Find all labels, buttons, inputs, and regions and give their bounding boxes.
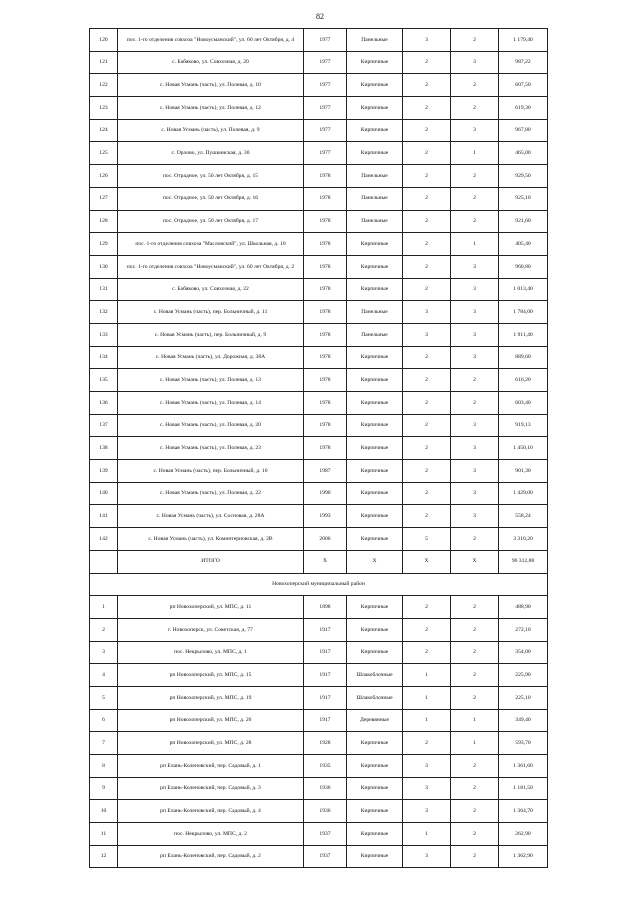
row-number-cell: 7 [90,732,118,755]
address-cell: пос. Некрылово, ул. МПС, д. 1 [118,641,304,664]
table-row [90,74,548,97]
row-number-cell: 8 [90,755,118,778]
total-entrances-cell: Х [451,550,499,573]
page-number: 82 [316,12,324,21]
area-cell: 354,00 [499,641,548,664]
table-row [90,233,548,256]
table-row [90,346,548,369]
wall-material-cell: Кирпичные [347,255,403,278]
row-number-cell: 133 [90,323,118,346]
area-cell: 465,00 [499,142,548,165]
floors-cell: 2 [403,346,451,369]
entrances-cell: 2 [451,392,499,415]
year-cell: 1977 [304,142,347,165]
wall-material-cell: Кирпичные [347,437,403,460]
year-cell: 1978 [304,255,347,278]
wall-material-cell: Кирпичные [347,755,403,778]
area-cell: 960,80 [499,255,548,278]
area-cell: 967,80 [499,119,548,142]
area-cell: 488,90 [499,596,548,619]
year-cell: 1977 [304,29,347,52]
wall-material-cell: Кирпичные [347,142,403,165]
address-cell: с. Новая Усмань (часть), ул. Полевая, д. 13 [118,369,304,392]
wall-material-cell: Кирпичные [347,414,403,437]
address-cell: пос. 1-го отделения совхоза "Новоусманский", ул. 60 лет Октября, д. 2 [118,255,304,278]
address-cell: с. Новая Усмань (часть), ул. Сосновая, д. 28А [118,505,304,528]
total-blank-cell [90,550,118,573]
area-cell: 593,70 [499,732,548,755]
area-cell: 405,40 [499,233,548,256]
table-row [90,596,548,619]
area-cell: 1 364,70 [499,800,548,823]
year-cell: 1977 [304,74,347,97]
year-cell: 1978 [304,346,347,369]
floors-cell: 2 [403,278,451,301]
address-cell: с. Новая Усмань (часть), ул. Полевая, д. 12 [118,97,304,120]
floors-cell: 2 [403,51,451,74]
address-cell: с. Новая Усмань (часть), пер. Больничный, д. 11 [118,301,304,324]
address-cell: пос. Отрадное, ул. 50 лет Октября, д. 15 [118,165,304,188]
wall-material-cell: Кирпичные [347,74,403,97]
total-label-cell: ИТОГО [118,550,304,573]
total-area-cell: 96 312,88 [499,550,548,573]
year-cell: 1987 [304,460,347,483]
row-number-cell: 140 [90,482,118,505]
floors-cell: 2 [403,482,451,505]
table-row [90,97,548,120]
area-cell: 616,20 [499,369,548,392]
section-title: Новохоперский муниципальный район [90,573,548,596]
area-cell: 225,10 [499,686,548,709]
floors-cell: 5 [403,528,451,551]
area-cell: 349,40 [499,709,548,732]
floors-cell: 2 [403,641,451,664]
table-row [90,165,548,188]
area-cell: 1 450,10 [499,437,548,460]
entrances-cell: 1 [451,142,499,165]
year-cell: 1936 [304,777,347,800]
year-cell: 2006 [304,528,347,551]
entrances-cell: 3 [451,278,499,301]
area-cell: 262,90 [499,823,548,846]
floors-cell: 2 [403,74,451,97]
wall-material-cell: Кирпичные [347,369,403,392]
table-row [90,210,548,233]
area-cell: 1 784,00 [499,301,548,324]
address-cell: с. Новая Усмань (часть), ул. Полевая, д. 23 [118,437,304,460]
address-cell: рп Новохоперский, ул. МПС, д. 28 [118,732,304,755]
address-cell: пос. Некрылово, ул. МПС, д. 2 [118,823,304,846]
year-cell: 1978 [304,187,347,210]
table-row [90,755,548,778]
area-cell: 919,13 [499,414,548,437]
table-row [90,119,548,142]
address-cell: г. Новохоперск, ул. Советская, д. 77 [118,618,304,641]
floors-cell: 2 [403,165,451,188]
area-cell: 1 429,00 [499,482,548,505]
table-row [90,392,548,415]
table-row [90,777,548,800]
housing-register-table [89,28,548,868]
row-number-cell: 131 [90,278,118,301]
floors-cell: 2 [403,618,451,641]
year-cell: 1978 [304,392,347,415]
floors-cell: 3 [403,755,451,778]
year-cell: 1937 [304,823,347,846]
floors-cell: 2 [403,97,451,120]
year-cell: 1898 [304,596,347,619]
address-cell: с. Новая Усмань (часть), ул. Полевая, д. 22 [118,482,304,505]
wall-material-cell: Кирпичные [347,460,403,483]
entrances-cell: 3 [451,346,499,369]
address-cell: пос. Отрадное, ул. 50 лет Октября, д. 17 [118,210,304,233]
address-cell: с. Бабяково, ул. Совхозная, д. 22 [118,278,304,301]
address-cell: рп Елань-Коленовский, пер. Садовый, д. 3 [118,777,304,800]
row-number-cell: 125 [90,142,118,165]
row-number-cell: 122 [90,74,118,97]
wall-material-cell: Кирпичные [347,845,403,868]
floors-cell: 3 [403,301,451,324]
row-number-cell: 138 [90,437,118,460]
table-row [90,845,548,868]
table-row [90,732,548,755]
area-cell: 929,50 [499,165,548,188]
address-cell: пос. 1-го отделения совхоза "Масловский", ул. Школьная, д. 10 [118,233,304,256]
floors-cell: 2 [403,187,451,210]
entrances-cell: 2 [451,664,499,687]
wall-material-cell: Панельные [347,29,403,52]
entrances-cell: 3 [451,460,499,483]
address-cell: рп Новохоперский, ул. МПС, д. 15 [118,664,304,687]
area-cell: 901,30 [499,460,548,483]
wall-material-cell: Кирпичные [347,823,403,846]
wall-material-cell: Шлакоблочные [347,686,403,709]
address-cell: с. Орлово, ул. Пушкинская, д. 30 [118,142,304,165]
year-cell: 1978 [304,323,347,346]
wall-material-cell: Кирпичные [347,51,403,74]
row-number-cell: 4 [90,664,118,687]
row-number-cell: 11 [90,823,118,846]
floors-cell: 2 [403,732,451,755]
row-number-cell: 129 [90,233,118,256]
area-cell: 921,60 [499,210,548,233]
wall-material-cell: Кирпичные [347,800,403,823]
table-row [90,51,548,74]
entrances-cell: 3 [451,51,499,74]
year-cell: 1977 [304,119,347,142]
wall-material-cell: Панельные [347,301,403,324]
year-cell: 1917 [304,686,347,709]
entrances-cell: 2 [451,210,499,233]
year-cell: 1978 [304,437,347,460]
table-row [90,664,548,687]
area-cell: 607,50 [499,74,548,97]
address-cell: пос. 1-го отделения совхоза "Новоусманский", ул. 60 лет Октября, д. 4 [118,29,304,52]
table-row [90,301,548,324]
table-row [90,437,548,460]
wall-material-cell: Панельные [347,165,403,188]
row-number-cell: 127 [90,187,118,210]
row-number-cell: 137 [90,414,118,437]
area-cell: 925,10 [499,187,548,210]
floors-cell: 1 [403,823,451,846]
table-row [90,641,548,664]
wall-material-cell: Кирпичные [347,777,403,800]
address-cell: рп Новохоперский, ул. МПС, д. 19 [118,686,304,709]
total-row [90,550,548,573]
area-cell: 225,90 [499,664,548,687]
row-number-cell: 123 [90,97,118,120]
floors-cell: 3 [403,29,451,52]
floors-cell: 2 [403,392,451,415]
entrances-cell: 2 [451,618,499,641]
address-cell: с. Новая Усмань (часть), ул. Полевая, д. 10 [118,74,304,97]
row-number-cell: 1 [90,596,118,619]
row-number-cell: 124 [90,119,118,142]
area-cell: 1 911,40 [499,323,548,346]
floors-cell: 1 [403,709,451,732]
wall-material-cell: Деревянные [347,709,403,732]
floors-cell: 2 [403,142,451,165]
entrances-cell: 2 [451,97,499,120]
table-row [90,142,548,165]
wall-material-cell: Панельные [347,210,403,233]
entrances-cell: 2 [451,596,499,619]
section-header-row [90,573,548,596]
address-cell: рп Елань-Коленовский, пер. Садовый, д. 2 [118,845,304,868]
wall-material-cell: Кирпичные [347,346,403,369]
address-cell: с. Бабяково, ул. Совхозная, д. 20 [118,51,304,74]
address-cell: рп Елань-Коленовский, пер. Садовый, д. 1 [118,755,304,778]
wall-material-cell: Кирпичные [347,528,403,551]
wall-material-cell: Кирпичные [347,278,403,301]
row-number-cell: 136 [90,392,118,415]
entrances-cell: 1 [451,233,499,256]
row-number-cell: 6 [90,709,118,732]
year-cell: 1990 [304,482,347,505]
address-cell: с. Новая Усмань (часть), ул. Полевая, д. 9 [118,119,304,142]
row-number-cell: 141 [90,505,118,528]
wall-material-cell: Кирпичные [347,505,403,528]
table-row [90,709,548,732]
year-cell: 1917 [304,641,347,664]
area-cell: 1 362,90 [499,845,548,868]
table-row [90,460,548,483]
year-cell: 1917 [304,618,347,641]
table-row [90,369,548,392]
entrances-cell: 3 [451,119,499,142]
row-number-cell: 139 [90,460,118,483]
entrances-cell: 2 [451,686,499,709]
address-cell: с. Новая Усмань (часть), ул. Полевая, д. 20 [118,414,304,437]
floors-cell: 2 [403,414,451,437]
table-row [90,800,548,823]
floors-cell: 2 [403,437,451,460]
table-row [90,255,548,278]
year-cell: 1937 [304,845,347,868]
entrances-cell: 2 [451,74,499,97]
wall-material-cell: Кирпичные [347,119,403,142]
year-cell: 1978 [304,233,347,256]
table-row [90,187,548,210]
entrances-cell: 1 [451,732,499,755]
entrances-cell: 2 [451,823,499,846]
total-material-cell: Х [347,550,403,573]
floors-cell: 2 [403,369,451,392]
year-cell: 1977 [304,51,347,74]
address-cell: с. Новая Усмань (часть), ул. Коминтерновская, д. 2В [118,528,304,551]
area-cell: 603,40 [499,392,548,415]
year-cell: 1978 [304,210,347,233]
floors-cell: 2 [403,505,451,528]
floors-cell: 2 [403,255,451,278]
area-cell: 1 181,50 [499,777,548,800]
wall-material-cell: Кирпичные [347,97,403,120]
table-row [90,528,548,551]
address-cell: рп Новохоперский, ул. МПС, д. 11 [118,596,304,619]
area-cell: 889,60 [499,346,548,369]
row-number-cell: 121 [90,51,118,74]
area-cell: 987,22 [499,51,548,74]
address-cell: рп Елань-Коленовский, пер. Садовый, д. 4 [118,800,304,823]
address-cell: рп Новохоперский, ул. МПС, д. 26 [118,709,304,732]
entrances-cell: 3 [451,323,499,346]
address-cell: с. Новая Усмань (часть), пер. Больничный, д. 10 [118,460,304,483]
year-cell: 1978 [304,369,347,392]
row-number-cell: 135 [90,369,118,392]
entrances-cell: 2 [451,777,499,800]
wall-material-cell: Панельные [347,323,403,346]
floors-cell: 3 [403,845,451,868]
floors-cell: 2 [403,210,451,233]
year-cell: 1928 [304,732,347,755]
table-row [90,414,548,437]
floors-cell: 3 [403,777,451,800]
floors-cell: 1 [403,664,451,687]
year-cell: 1917 [304,709,347,732]
wall-material-cell: Кирпичные [347,732,403,755]
row-number-cell: 9 [90,777,118,800]
row-number-cell: 134 [90,346,118,369]
table-row [90,505,548,528]
entrances-cell: 3 [451,505,499,528]
floors-cell: 3 [403,800,451,823]
floors-cell: 1 [403,686,451,709]
total-floors-cell: Х [403,550,451,573]
area-cell: 1 179,40 [499,29,548,52]
total-year-cell: Х [304,550,347,573]
area-cell: 1 361,60 [499,755,548,778]
wall-material-cell: Кирпичные [347,641,403,664]
table-row [90,618,548,641]
row-number-cell: 12 [90,845,118,868]
area-cell: 1 013,40 [499,278,548,301]
row-number-cell: 126 [90,165,118,188]
year-cell: 1977 [304,97,347,120]
wall-material-cell: Кирпичные [347,618,403,641]
table-row [90,278,548,301]
entrances-cell: 2 [451,800,499,823]
entrances-cell: 3 [451,482,499,505]
entrances-cell: 3 [451,255,499,278]
entrances-cell: 3 [451,437,499,460]
row-number-cell: 132 [90,301,118,324]
entrances-cell: 2 [451,528,499,551]
wall-material-cell: Панельные [347,187,403,210]
floors-cell: 2 [403,119,451,142]
entrances-cell: 3 [451,301,499,324]
year-cell: 1978 [304,278,347,301]
year-cell: 1978 [304,301,347,324]
row-number-cell: 5 [90,686,118,709]
wall-material-cell: Кирпичные [347,233,403,256]
year-cell: 1993 [304,505,347,528]
row-number-cell: 130 [90,255,118,278]
year-cell: 1936 [304,800,347,823]
area-cell: 619,30 [499,97,548,120]
address-cell: с. Новая Усмань (часть), пер. Больничный, д. 9 [118,323,304,346]
entrances-cell: 2 [451,369,499,392]
entrances-cell: 2 [451,165,499,188]
entrances-cell: 3 [451,414,499,437]
wall-material-cell: Кирпичные [347,596,403,619]
row-number-cell: 128 [90,210,118,233]
entrances-cell: 2 [451,641,499,664]
table-row [90,686,548,709]
floors-cell: 2 [403,460,451,483]
table-row [90,482,548,505]
entrances-cell: 2 [451,187,499,210]
row-number-cell: 142 [90,528,118,551]
address-cell: пос. Отрадное, ул. 50 лет Октября, д. 16 [118,187,304,210]
area-cell: 558,24 [499,505,548,528]
year-cell: 1917 [304,664,347,687]
row-number-cell: 3 [90,641,118,664]
address-cell: с. Новая Усмань (часть), ул. Полевая, д. 14 [118,392,304,415]
year-cell: 1978 [304,165,347,188]
table-row [90,29,548,52]
entrances-cell: 2 [451,845,499,868]
area-cell: 272,10 [499,618,548,641]
area-cell: 3 310,20 [499,528,548,551]
wall-material-cell: Кирпичные [347,392,403,415]
wall-material-cell: Кирпичные [347,482,403,505]
floors-cell: 3 [403,323,451,346]
year-cell: 1935 [304,755,347,778]
entrances-cell: 2 [451,29,499,52]
row-number-cell: 2 [90,618,118,641]
wall-material-cell: Шлакоблочные [347,664,403,687]
year-cell: 1978 [304,414,347,437]
row-number-cell: 10 [90,800,118,823]
table-row [90,823,548,846]
entrances-cell: 1 [451,709,499,732]
floors-cell: 2 [403,233,451,256]
table-row [90,323,548,346]
address-cell: с. Новая Усмань (часть), ул. Дорожная, д. 38А [118,346,304,369]
entrances-cell: 2 [451,755,499,778]
row-number-cell: 120 [90,29,118,52]
floors-cell: 2 [403,596,451,619]
